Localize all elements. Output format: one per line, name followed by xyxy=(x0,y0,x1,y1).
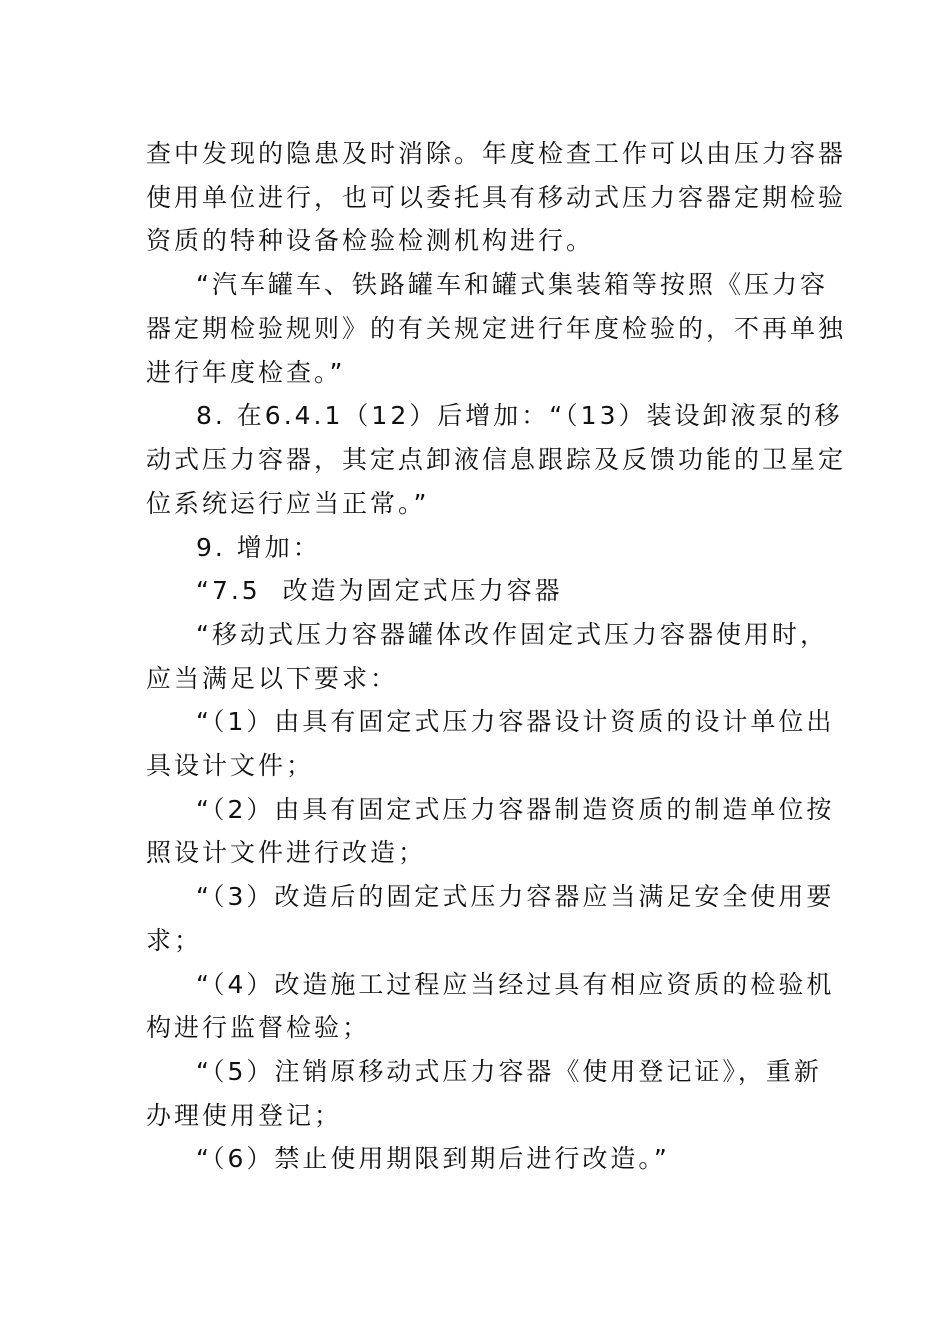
text-line: 应当满足以下要求： xyxy=(146,664,399,693)
text-line: 动式压力容器，其定点卸液信息跟踪及反馈功能的卫星定 xyxy=(146,445,847,474)
list-item-line: “（4）改造施工过程应当经过具有相应资质的检验机 xyxy=(196,970,835,999)
list-item-line: “（2）由具有固定式压力容器制造资质的制造单位按 xyxy=(196,795,835,824)
text-line: 进行年度检查。” xyxy=(146,358,346,387)
list-item-line: 办理使用登记； xyxy=(146,1101,343,1130)
text-line: 器定期检验规则》的有关规定进行年度检验的，不再单独 xyxy=(146,314,847,343)
text-line: 资质的特种设备检验检测机构进行。 xyxy=(146,226,595,255)
list-item-line: 照设计文件进行改造； xyxy=(146,838,427,867)
list-item-line: 求； xyxy=(146,926,203,955)
list-item-line: 构进行监督检验； xyxy=(146,1013,371,1042)
list-item-line: 具设计文件； xyxy=(146,751,315,780)
list-item-line: “（3）改造后的固定式压力容器应当满足安全使用要 xyxy=(196,882,835,911)
text-line: “移动式压力容器罐体改作固定式压力容器使用时， xyxy=(196,620,828,649)
list-item-line: “（1）由具有固定式压力容器设计资质的设计单位出 xyxy=(196,707,835,736)
text-line: 9. 增加： xyxy=(196,533,321,562)
text-line: 查中发现的隐患及时消除。年度检查工作可以由压力容器 xyxy=(146,139,847,168)
list-item-line: “（6）禁止使用期限到期后进行改造。” xyxy=(196,1144,670,1173)
text-line: 8. 在6.4.1（12）后增加：“（13）装设卸液泵的移 xyxy=(196,401,843,430)
text-line: 位系统运行应当正常。” xyxy=(146,489,430,518)
section-heading: “7.5 改造为固定式压力容器 xyxy=(196,576,563,605)
text-line: 使用单位进行，也可以委托具有移动式压力容器定期检验 xyxy=(146,183,847,212)
list-item-line: “（5）注销原移动式压力容器《使用登记证》，重新 xyxy=(196,1057,822,1086)
text-line: “汽车罐车、铁路罐车和罐式集装箱等按照《压力容 xyxy=(196,270,828,299)
